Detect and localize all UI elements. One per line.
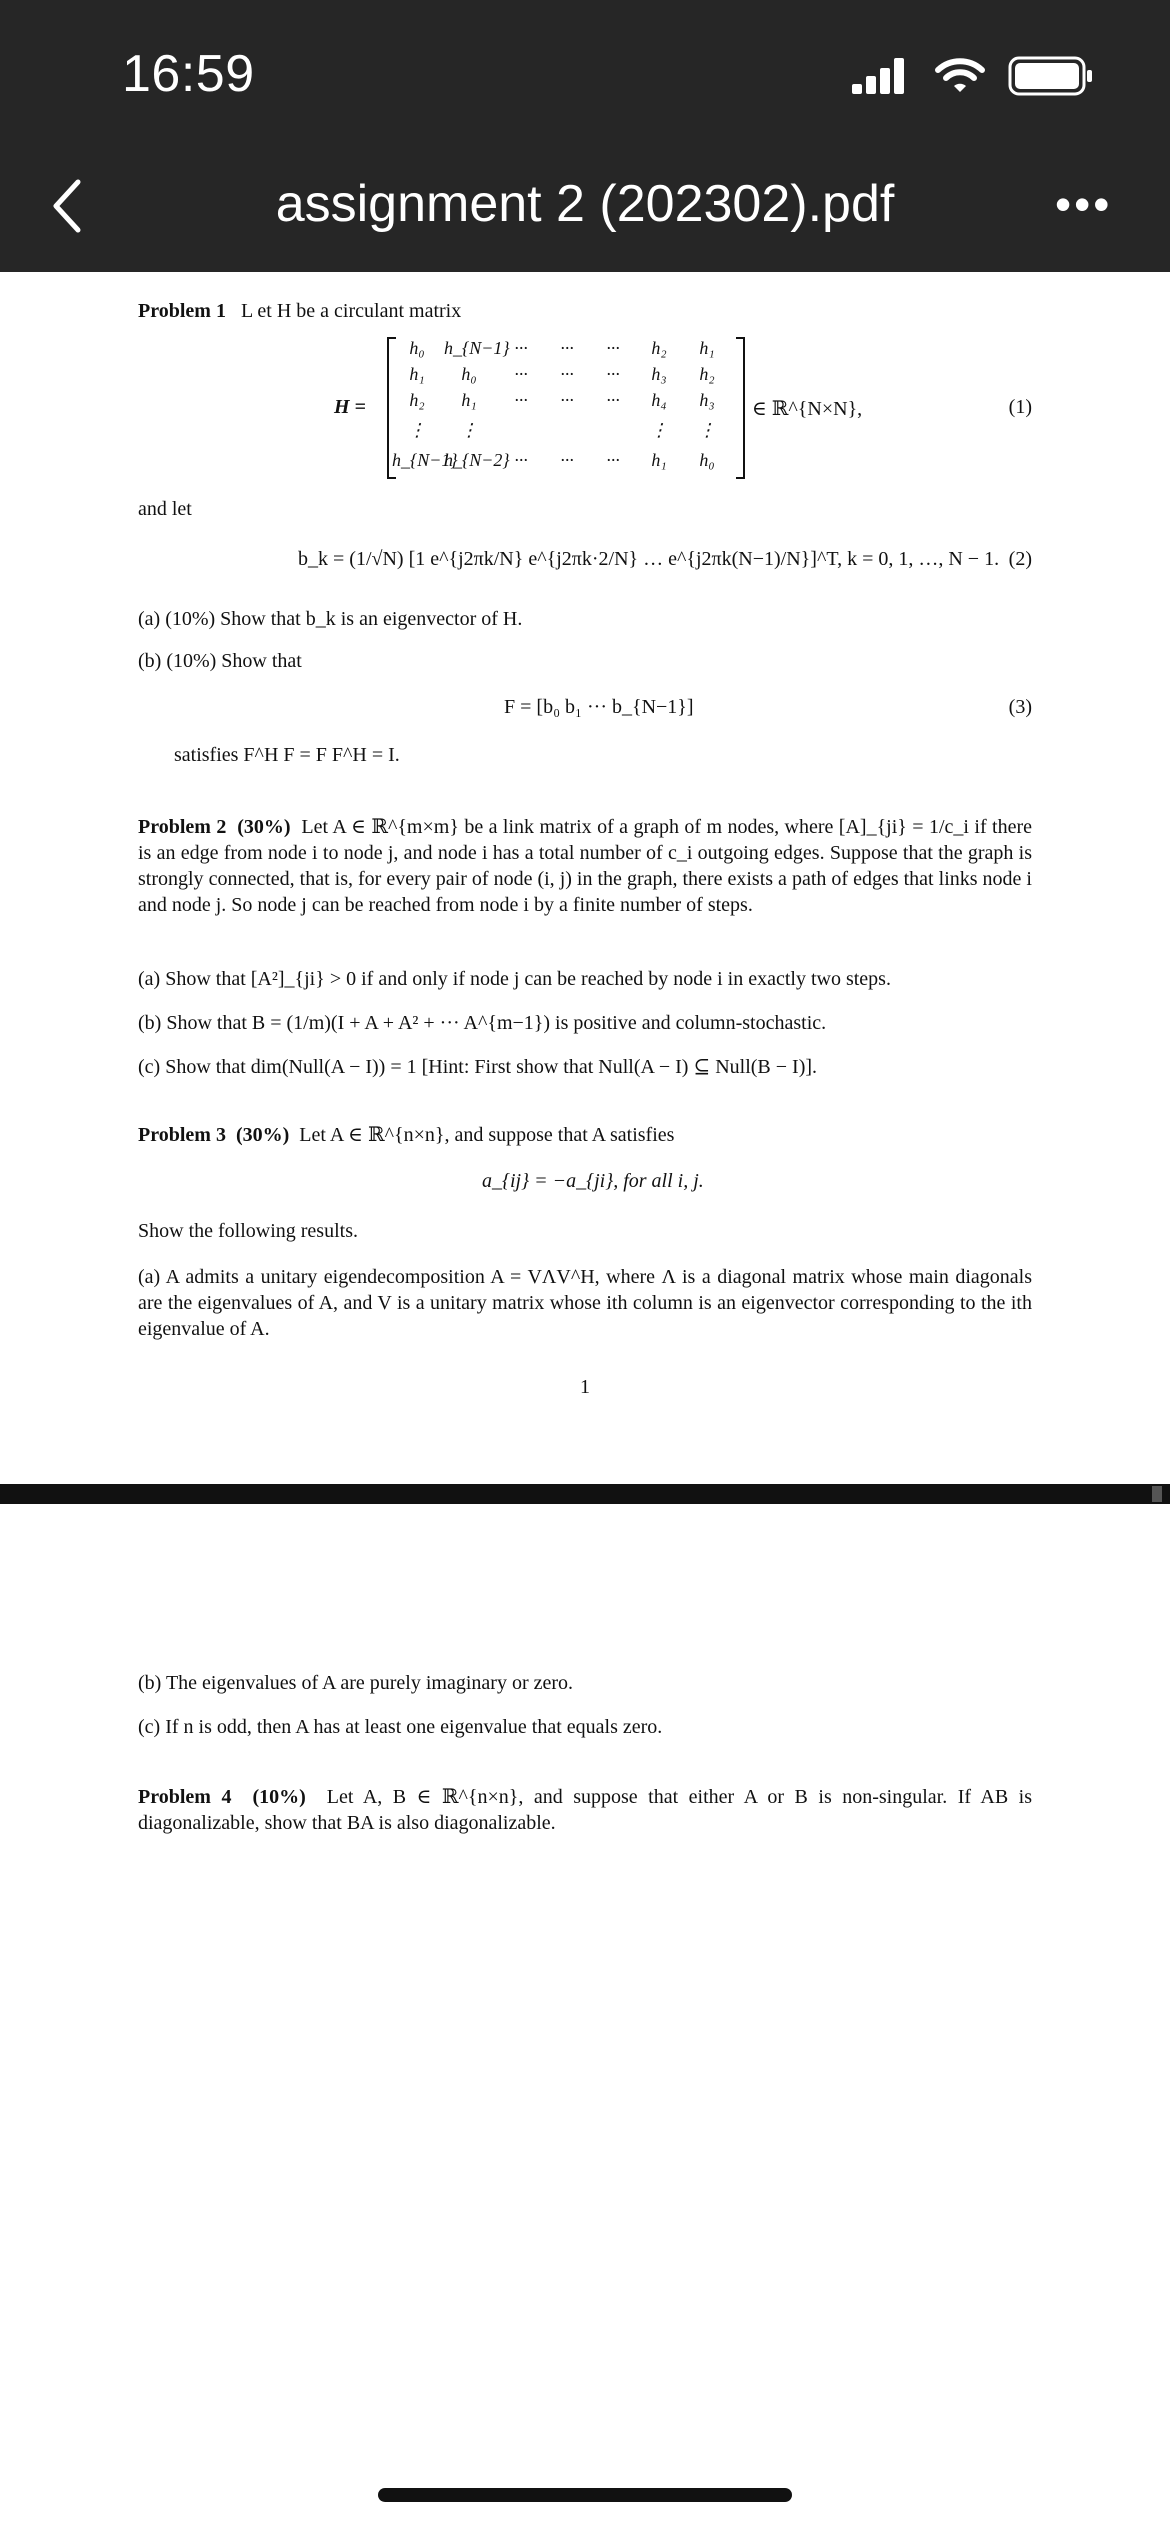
problem-3b: (b) The eigenvalues of A are purely imaginary or zero. (138, 1672, 574, 1694)
matrix-cell: h₀ (461, 364, 477, 384)
eq1-rhs: ∈ ℝ^{N×N}, (752, 398, 863, 420)
problem-4-label: Problem 4 (138, 1786, 232, 1808)
pdf-page-2 (0, 1504, 1170, 2532)
and-let-text: and let (138, 498, 192, 520)
matrix-cell: ··· (514, 364, 528, 384)
more-options-icon[interactable]: ••• (1055, 178, 1113, 230)
matrix-cell: h₃ (699, 390, 715, 410)
problem-2a: (a) Show that [A²]_{ji} > 0 if and only if node j can be reached by node i in exactly two steps. (138, 968, 891, 990)
wifi-icon (934, 56, 986, 96)
eq2-text: b_k = (1/√N) [1 e^{j2πk/N} e^{j2πk·2/N} … e^{j2πk(N−1)/N}]^T, k = 0, 1, …, N − 1. (298, 548, 1000, 570)
matrix-cell: h₄ (651, 390, 667, 410)
status-time: 16:59 (122, 45, 255, 103)
eq3-text: F = [b₀ b₁ ··· b_{N−1}] (504, 696, 694, 718)
problem-1-label: Problem 1 (138, 300, 226, 322)
matrix-cell: h_{N−1} (392, 450, 458, 470)
eq1-number: (1) (1008, 396, 1032, 418)
matrix-cell: h₁ (651, 450, 667, 470)
page-number: 1 (580, 1376, 590, 1398)
matrix-cell: h_{N−1} (444, 338, 510, 358)
matrix-cell: ⋮ (650, 420, 668, 440)
matrix-cell: ··· (606, 390, 620, 410)
matrix-cell: h₂ (409, 390, 425, 410)
problem-2-percent: (30%) (237, 816, 291, 838)
matrix-cell: h₀ (699, 450, 715, 470)
matrix-cell: ··· (514, 390, 528, 410)
matrix-cell: h₂ (651, 338, 667, 358)
battery-icon (1008, 56, 1094, 96)
eq1-lhs: H = (334, 396, 366, 418)
eq3-number: (3) (1008, 696, 1032, 718)
problem-3-equation: a_{ij} = −a_{ji}, for all i, j. (482, 1170, 704, 1192)
matrix-cell: ··· (514, 450, 528, 470)
problem-2c: (c) Show that dim(Null(A − I)) = 1 [Hint: First show that Null(A − I) ⊆ Null(B − I)]. (138, 1056, 818, 1078)
matrix-cell: ··· (514, 338, 528, 358)
matrix-cell: ⋮ (698, 420, 716, 440)
problem-3-intro: Let A ∈ ℝ^{n×n}, and suppose that A satisfies (299, 1124, 675, 1146)
problem-2-paragraph (138, 814, 1032, 918)
problem-1-intro: L et H be a circulant matrix (240, 300, 462, 322)
show-following-text: Show the following results. (138, 1220, 358, 1242)
scroll-indicator[interactable] (1152, 1486, 1162, 1502)
problem-2b: (b) Show that B = (1/m)(I + A + A² + ··· A^{m−1}) is positive and column-stochastic. (138, 1012, 827, 1034)
status-bar (0, 0, 1170, 134)
matrix-cell: ··· (606, 364, 620, 384)
problem-4-body: Let A, B ∈ ℝ^{n×n}, and suppose that either A or B is non-singular. If AB is diagonalizable, show that BA is also diagonalizable. (138, 1786, 1033, 1834)
satisfies-text: satisfies F^H F = F F^H = I. (174, 744, 400, 766)
matrix-cell: h₁ (409, 364, 425, 384)
eq2-number: (2) (1008, 548, 1032, 570)
problem-3a: (a) A admits a unitary eigendecomposition A = VΛV^H, where Λ is a diagonal matrix whose main diagonals are the eigenvalues of A, and V is a unitary matrix whose ith column is an eigenvector corresponding to the ith eigenvalue of A. (138, 1266, 1032, 1340)
problem-3-label: Problem 3 (138, 1124, 226, 1146)
matrix-cell: h₁ (699, 338, 715, 358)
matrix-cell: ··· (606, 450, 620, 470)
matrix-cell: ··· (606, 338, 620, 358)
problem-4-paragraph (138, 1784, 1032, 1836)
page-separator (0, 1484, 1170, 1504)
matrix-cell: h₃ (651, 364, 667, 384)
matrix-cell: ⋮ (408, 420, 426, 440)
problem-4-percent: (10%) (252, 1786, 306, 1808)
problem-3c: (c) If n is odd, then A has at least one eigenvalue that equals zero. (138, 1716, 663, 1738)
matrix-cell: h₀ (409, 338, 425, 358)
matrix-cell: ··· (560, 450, 574, 470)
matrix-cell: h₂ (699, 364, 715, 384)
problem-1b: (b) (10%) Show that (138, 650, 302, 672)
document-title: assignment 2 (202302).pdf (275, 175, 895, 233)
problem-3-percent: (30%) (235, 1124, 290, 1146)
problem-1a: (a) (10%) Show that b_k is an eigenvector of H. (138, 608, 523, 630)
matrix-cell: ··· (560, 364, 574, 384)
cellular-signal-icon (852, 56, 914, 96)
matrix-cell: ⋮ (460, 420, 478, 440)
problem-3-heading (138, 1122, 674, 1148)
problem-2-label: Problem 2 (138, 816, 227, 838)
matrix-cell: ··· (560, 338, 574, 358)
home-indicator[interactable] (378, 2488, 792, 2502)
matrix-cell: ··· (560, 390, 574, 410)
matrix-cell: h₁ (461, 390, 477, 410)
matrix-cell: h_{N−2} (444, 450, 510, 470)
problem-1-heading (138, 298, 461, 324)
problem-2-body: Let A ∈ ℝ^{m×m} be a link matrix of a graph of m nodes, where [A]_{ji} = 1/c_i if there is an edge from node i to node j, and node i has a total number of c_i outgoing edges. Suppose that the graph is strongly connected, that is, for every pair of node (i, j) in the graph, there exists a path of edges that links node i and node j. So node j can be reached from node i by a finite number of steps. (138, 816, 1033, 916)
circulant-matrix (392, 336, 742, 478)
